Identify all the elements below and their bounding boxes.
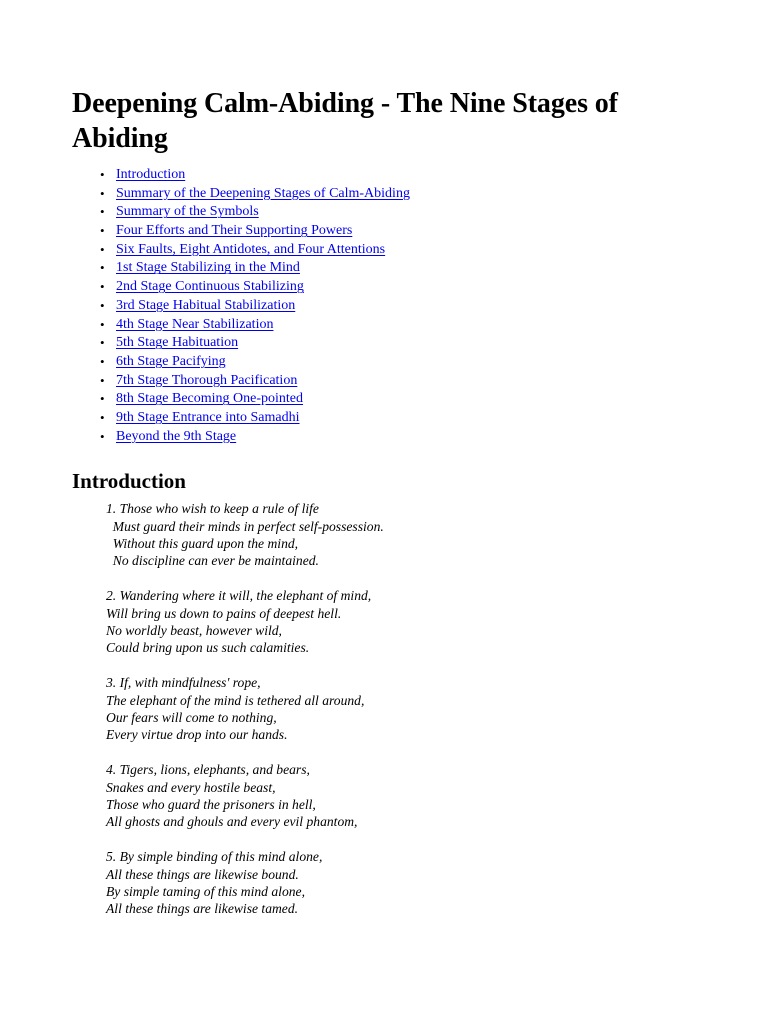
toc-link-stage-5[interactable]: 5th Stage Habituation: [116, 335, 239, 351]
bullet-icon: •: [100, 185, 105, 201]
bullet-icon: •: [100, 353, 105, 369]
section-heading-introduction: Introduction: [72, 469, 186, 494]
toc-link-introduction[interactable]: Introduction: [116, 167, 186, 182]
toc-item: [100, 390, 712, 409]
verse-line: 3. If, with mindfulness' rope,: [106, 675, 261, 691]
bullet-icon: •: [100, 409, 105, 425]
toc-link-stage-3[interactable]: 3rd Stage Habitual Stabilization: [116, 297, 296, 313]
toc-link-summary-stages[interactable]: Summary of the Deepening Stages of Calm-Abiding: [116, 185, 410, 201]
page-title: Deepening Calm-Abiding - The Nine Stages of Abiding: [72, 88, 618, 154]
toc-item: [100, 316, 712, 335]
verse-line: Our fears will come to nothing,: [106, 710, 277, 725]
toc-item: [100, 353, 712, 372]
verse-stanza: [106, 587, 712, 657]
verse-line: The elephant of the mind is tethered all around,: [106, 692, 365, 708]
toc-item: [100, 297, 712, 316]
toc-item: [100, 428, 712, 447]
toc-link-beyond-stage-9[interactable]: Beyond the 9th Stage: [116, 428, 237, 444]
toc-item: [100, 334, 712, 353]
bullet-icon: •: [100, 391, 105, 407]
bullet-icon: •: [100, 372, 105, 388]
toc-item: [100, 203, 712, 222]
toc-item: [100, 409, 712, 428]
verse-line: All these things are likewise tamed.: [106, 901, 299, 917]
toc-item: [100, 185, 712, 204]
table-of-contents: [72, 166, 712, 446]
toc-link-stage-9[interactable]: 9th Stage Entrance into Samadhi: [116, 409, 300, 425]
toc-link-stage-7[interactable]: 7th Stage Thorough Pacification: [116, 372, 298, 388]
bullet-icon: •: [100, 204, 105, 220]
toc-link-six-faults[interactable]: Six Faults, Eight Antidotes, and Four Attentions: [116, 241, 386, 257]
bullet-icon: •: [100, 260, 105, 276]
verse-line: Must guard their minds in perfect self-possession.: [106, 518, 384, 534]
verse-line: 1. Those who wish to keep a rule of life: [106, 501, 319, 517]
toc-item: [100, 222, 712, 241]
verse-line: All these things are likewise bound.: [106, 866, 299, 882]
toc-item: [100, 278, 712, 297]
verse-line: Every virtue drop into our hands.: [106, 727, 288, 743]
bullet-icon: •: [100, 241, 105, 257]
bullet-icon: •: [100, 223, 105, 239]
verse-line: No discipline can ever be maintained.: [106, 553, 319, 569]
verse-line: 5. By simple binding of this mind alone,: [106, 849, 323, 865]
verse-line: Without this guard upon the mind,: [106, 536, 299, 552]
bullet-icon: •: [100, 297, 105, 313]
verse-line: Those who guard the prisoners in hell,: [106, 796, 316, 812]
verse-line: No worldly beast, however wild,: [106, 623, 282, 639]
verse-line: Could bring upon us such calamities.: [106, 640, 310, 656]
verse-line: Snakes and every hostile beast,: [106, 779, 276, 795]
toc-item: [100, 241, 712, 260]
toc-link-stage-8[interactable]: 8th Stage Becoming One-pointed: [116, 391, 304, 407]
toc-item: [100, 166, 712, 185]
verse-stanza: [106, 848, 712, 918]
verse-line: 2. Wandering where it will, the elephant of mind,: [106, 588, 372, 604]
bullet-icon: •: [100, 428, 105, 444]
toc-link-stage-6[interactable]: 6th Stage Pacifying: [116, 353, 226, 369]
toc-link-stage-2[interactable]: 2nd Stage Continuous Stabilizing: [116, 279, 304, 295]
toc-link-four-efforts[interactable]: Four Efforts and Their Supporting Powers: [116, 223, 353, 239]
verse-line: By simple taming of this mind alone,: [106, 883, 305, 899]
toc-link-summary-symbols[interactable]: Summary of the Symbols: [116, 204, 259, 220]
toc-item: [100, 259, 712, 278]
verse-stanza: [106, 761, 712, 831]
bullet-icon: •: [100, 335, 105, 351]
toc-link-stage-1[interactable]: 1st Stage Stabilizing in the Mind: [116, 260, 300, 276]
verse-line: All ghosts and ghouls and every evil phantom,: [106, 814, 358, 830]
toc-item: [100, 372, 712, 391]
verse-line: Will bring us down to pains of deepest hell.: [106, 605, 342, 621]
verse-stanza: [106, 500, 712, 570]
bullet-icon: •: [100, 167, 105, 182]
document-page: [72, 86, 712, 935]
verse-stanza: [106, 674, 712, 744]
toc-link-stage-4[interactable]: 4th Stage Near Stabilization: [116, 316, 274, 332]
bullet-icon: •: [100, 316, 105, 332]
bullet-icon: •: [100, 279, 105, 295]
introduction-verses: [106, 500, 712, 917]
verse-line: 4. Tigers, lions, elephants, and bears,: [106, 762, 310, 778]
